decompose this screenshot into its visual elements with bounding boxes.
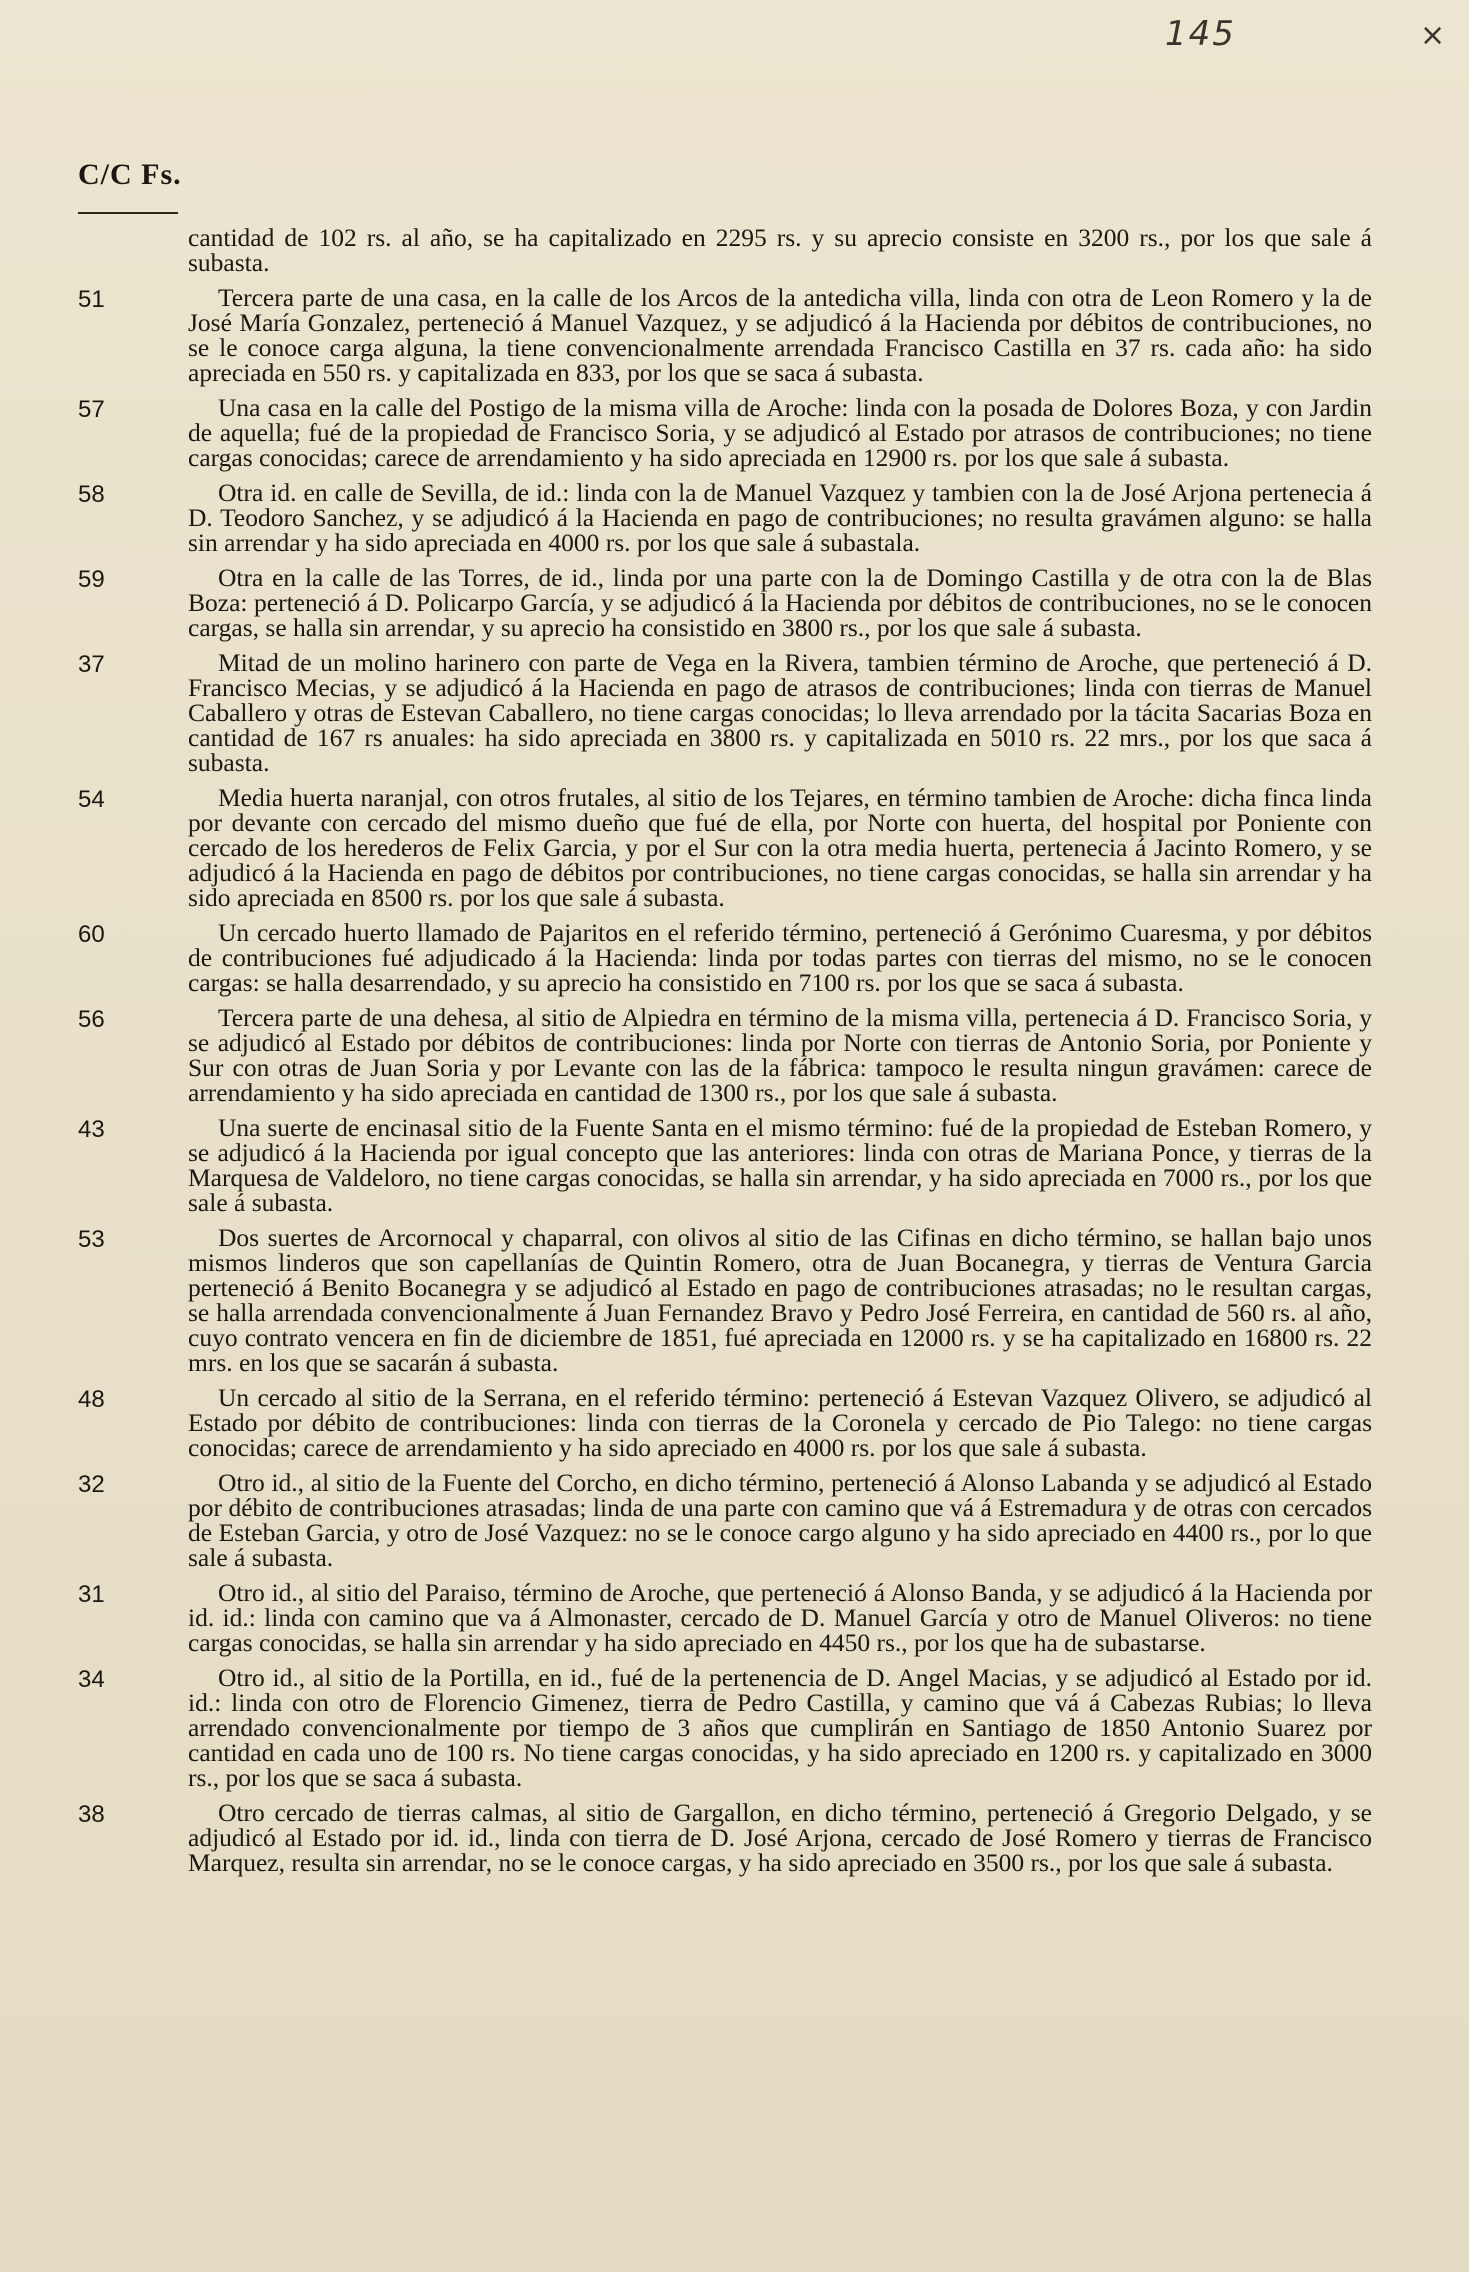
- entry-text: Otro id., al sitio de la Fuente del Corcho, en dicho término, perteneció á Alonso Labanda y se adjudicó al Estado por débito de contribuciones atrasadas; linda de una parte con camino que vá á Estremadura y de otras con cercados de Esteban Garcia, y otro de José Vazquez: no se le conoce cargo alguno y ha sido apreciado en 4400 rs., por lo que sale á subasta.: [188, 1468, 1372, 1572]
- entries-list: [72, 225, 1372, 1885]
- entry-text: Otra en la calle de las Torres, de id., linda por una parte con la de Domingo Castilla y de otra con la de Blas Boza: perteneció á D. Policarpo García, y se adjudicó á la Hacienda por débitos de contribuciones, no se le conocen cargas, se halla sin arrendar, y su aprecio ha consistido en 3800 rs., por los que sale á subasta.: [188, 563, 1372, 642]
- entry-text: Un cercado huerto llamado de Pajaritos en el referido término, perteneció á Gerónimo Cuaresma, y por débitos de contribuciones fué adjudicado á la Hacienda: linda por todas partes con tierras del mismo, no se le conocen cargas: se halla desarrendado, y su aprecio ha consistido en 7100 rs. por los que se saca á subasta.: [188, 918, 1372, 997]
- entry-number: 54: [78, 786, 105, 813]
- entry: [72, 225, 1372, 275]
- entry: [72, 565, 1372, 640]
- entry-number: 37: [78, 651, 105, 678]
- entry: [72, 1800, 1372, 1875]
- entry-text: Una suerte de encinasal sitio de la Fuente Santa en el mismo término: fué de la propiedad de Esteban Romero, y se adjudicó á la Hacienda por igual concepto que las anteriores: linda con otras de Mariana Ponce, y tierras de la Marquesa de Valdeloro, no tiene cargas conocidas, se halla sin arrendar, y ha sido apreciada en 7000 rs., por los que sale á subasta.: [188, 1113, 1372, 1217]
- entry-number: 34: [78, 1666, 105, 1693]
- entry-text: Una casa en la calle del Postigo de la misma villa de Aroche: linda con la posada de Dolores Boza, y con Jardin de aquella; fué de la propiedad de Francisco Soria, y se adjudicó al Estado por atrasos de contribuciones; no tiene cargas conocidas; carece de arrendamiento y ha sido apreciada en 12900 rs. por los que sale á subasta.: [188, 393, 1372, 472]
- entry: [72, 920, 1372, 995]
- entry: [72, 785, 1372, 910]
- entry-number: 51: [78, 286, 105, 313]
- entry-number: 57: [78, 396, 105, 423]
- entry: [72, 1115, 1372, 1215]
- entry: [72, 395, 1372, 470]
- entry-text: Media huerta naranjal, con otros frutales, al sitio de los Tejares, en término tambien de Aroche: dicha finca linda por devante con cercado del mismo dueño que fué de ella, por Norte con huerta, del hospital por Poniente con cercado de los herederos de Felix Garcia, y por el Sur con la otra media huerta, pertenecia á Jacinto Romero, y se adjudicó á la Hacienda en pago de débitos por contribuciones, no tiene cargas conocidas, se halla sin arrendar y ha sido apreciada en 8500 rs. por los que sale á subasta.: [188, 783, 1372, 912]
- entry-number: 58: [78, 481, 105, 508]
- entry-text: Otro id., al sitio de la Portilla, en id., fué de la pertenencia de D. Angel Macias, y se adjudicó al Estado por id. id.: linda con otro de Florencio Gimenez, tierra de Pedro Castilla, y camino que vá á Cabezas Rubias; lo lleva arrendado convencionalmente por tiempo de 3 años que cumplirán en Santiago de 1850 Antonio Suarez por cantidad en cada uno de 100 rs. No tiene cargas conocidas, y ha sido apreciado en 1200 rs. y capitalizado en 3000 rs., por los que se saca á subasta.: [188, 1663, 1372, 1792]
- entry: [72, 1580, 1372, 1655]
- entry-text: Otro cercado de tierras calmas, al sitio de Gargallon, en dicho término, perteneció á Gregorio Delgado, y se adjudicó al Estado por id. id., linda con tierra de D. José Arjona, cercado de José Romero y tierras de Francisco Marquez, resulta sin arrendar, no se le conoce cargas, y ha sido apreciado en 3500 rs., por los que sale á subasta.: [188, 1798, 1372, 1877]
- entry-number: 38: [78, 1801, 105, 1828]
- entry: [72, 285, 1372, 385]
- entry-text: Dos suertes de Arcornocal y chaparral, con olivos al sitio de las Cifinas en dicho término, se hallan bajo unos mismos linderos que son capellanías de Quintin Romero, otra de Juan Bocanegra, y tierras de Ventura Garcia perteneció á Benito Bocanegra y se adjudicó al Estado en pago de contribuciones atrasadas; no le resultan cargas, se halla arrendada convencionalmente á Juan Fernandez Bravo y Pedro José Ferreira, en cantidad de 560 rs. al año, cuyo contrato vencera en fin de diciembre de 1851, fué apreciada en 12000 rs. y se ha capitalizado en 16800 rs. 22 mrs. en los que se sacarán á subasta.: [188, 1223, 1372, 1377]
- entry: [72, 1005, 1372, 1105]
- entry-text: Tercera parte de una dehesa, al sitio de Alpiedra en término de la misma villa, pertenecia á D. Francisco Soria, y se adjudicó al Estado por débitos de contribuciones: linda por Norte con tierras de Antonio Soria, por Poniente y Sur con otras de Juan Soria y por Levante con las de la fábrica: tampoco le resulta ningun gravámen: carece de arrendamiento y ha sido apreciada en cantidad de 1300 rs., por los que sale á subasta.: [188, 1003, 1372, 1107]
- entry-text: Tercera parte de una casa, en la calle de los Arcos de la antedicha villa, linda con otra de Leon Romero y la de José María Gonzalez, perteneció á Manuel Vazquez, y se adjudicó á la Hacienda por débitos de contribuciones, no se le conoce carga alguna, la tiene convencionalmente arrendada Francisco Castilla en 37 rs. cada año: ha sido apreciada en 550 rs. y capitalizada en 833, por los que se saca á subasta.: [188, 283, 1372, 387]
- entry-number: 56: [78, 1006, 105, 1033]
- entry: [72, 480, 1372, 555]
- entry-text: Otra id. en calle de Sevilla, de id.: linda con la de Manuel Vazquez y tambien con la de José Arjona pertenecia á D. Teodoro Sanchez, y se adjudicó á la Hacienda en pago de contribuciones; no resulta gravámen alguno: se halla sin arrendar y ha sido apreciada en 4000 rs. por los que sale á subastala.: [188, 478, 1372, 557]
- entry-text: Mitad de un molino harinero con parte de Vega en la Rivera, tambien término de Aroche, que perteneció á D. Francisco Mecias, y se adjudicó á la Hacienda en pago de atrasos de contribuciones; linda con tierras de Manuel Caballero y otras de Estevan Caballero, no tiene cargas conocidas; lo lleva arrendado por la tácita Sacarias Boza en cantidad de 167 rs anuales: ha sido apreciada en 3800 rs. y capitalizada en 5010 rs. 22 mrs., por los que saca á subasta.: [188, 648, 1372, 777]
- entry-number: 43: [78, 1116, 105, 1143]
- entry-number: 32: [78, 1471, 105, 1498]
- entry-number: 60: [78, 921, 105, 948]
- entry: [72, 1385, 1372, 1460]
- entry-number: 59: [78, 566, 105, 593]
- entry: [72, 650, 1372, 775]
- corner-mark: ×: [1420, 18, 1446, 53]
- entry-text: Otro id., al sitio del Paraiso, término de Aroche, que perteneció á Alonso Banda, y se adjudicó á la Hacienda por id. id.: linda con camino que va á Almonaster, cercado de D. Manuel García y otro de Manuel Oliveros: no tiene cargas conocidas, se halla sin arrendar y ha sido apreciado en 4450 rs., por los que ha de subastarse.: [188, 1578, 1372, 1657]
- column-heading-rule: [78, 212, 178, 214]
- entry: [72, 1665, 1372, 1790]
- entry-number: 31: [78, 1581, 105, 1608]
- entry: [72, 1470, 1372, 1570]
- entry-text: cantidad de 102 rs. al año, se ha capitalizado en 2295 rs. y su aprecio consiste en 3200 rs., por los que sale á subasta.: [188, 223, 1372, 277]
- entry-number: 48: [78, 1386, 105, 1413]
- entry: [72, 1225, 1372, 1375]
- column-heading: C/C Fs.: [78, 158, 182, 191]
- entry-text: Un cercado al sitio de la Serrana, en el referido término: perteneció á Estevan Vazquez Olivero, se adjudicó al Estado por débito de contribuciones: linda con tierras de la Coronela y cercado de Pio Talego: no tiene cargas conocidas; carece de arrendamiento y ha sido apreciado en 4000 rs. por los que sale á subasta.: [188, 1383, 1372, 1462]
- entry-number: 53: [78, 1226, 105, 1253]
- folio-number: 145: [1165, 14, 1236, 54]
